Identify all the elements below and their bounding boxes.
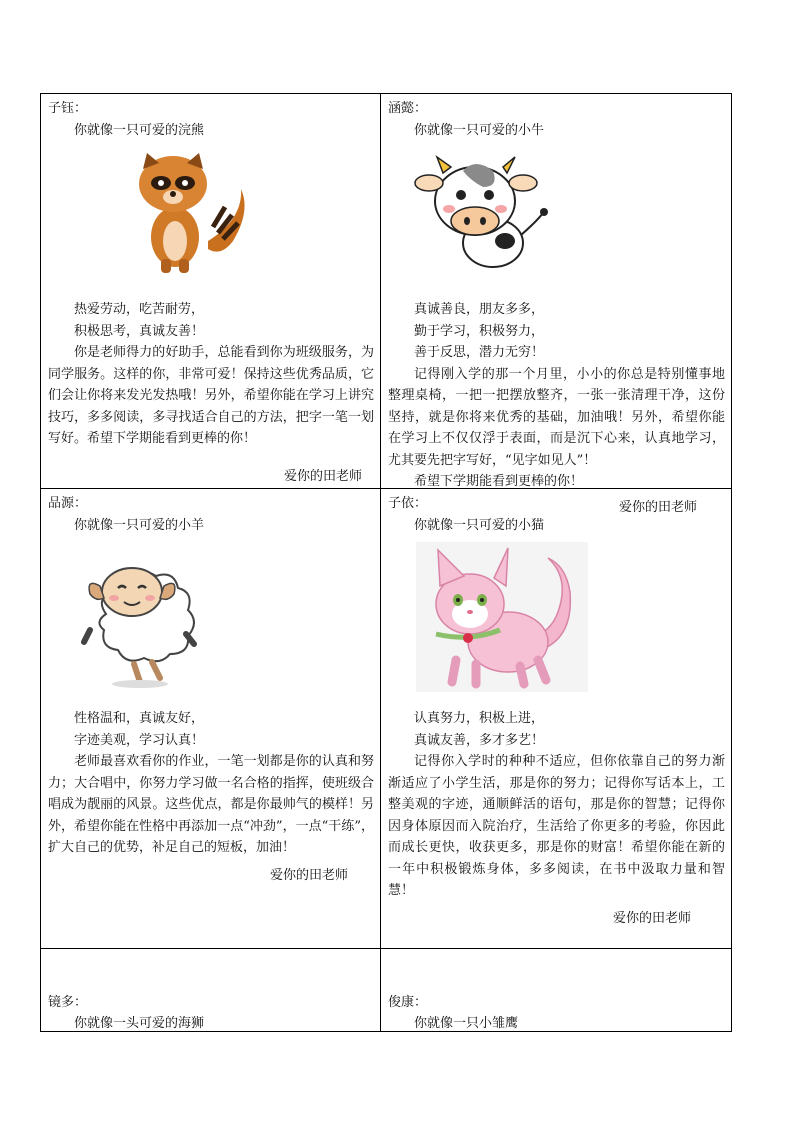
signature: 爱你的田老师 [618,499,697,515]
cell-junkang [381,949,732,1032]
signature: 爱你的田老师 [612,910,691,926]
signature: 爱你的田老师 [283,468,362,484]
cell-ziyi [381,489,732,949]
student-name: 俊康： [388,995,428,1010]
verse-line: 热爱劳动，吃苦耐劳， [74,302,205,317]
student-name: 品源： [48,496,88,511]
comment-paragraph: 你是老师得力的好助手，总能看到你为班级服务，为同学服务。这样的你，非常可爱！保持这些优秀品质，它们会让你将来发光发热哦！另外，希望你能在学习上讲究技巧，多多阅读，多寻找适合自己的方法，把字一笔一划写好。希望下学期能看到更棒的你！ [48,345,374,446]
comment-paragraph: 记得你入学时的种种不适应，但你依靠自己的努力渐渐适应了小学生活，那是你的努力；记得你写话本上，工整美观的字迹，通顺鲜活的语句，那是你的智慧；记得你因身体原因而入院治疗，生活给了你更多的考验，你因此而成长更快，收获更多，那是你的财富！希望你能在新的一年中积极锻炼身体，多多阅读，在书中汲取力量和智慧！ [388,754,725,898]
student-name: 子依： [388,496,428,511]
intro-line: 你就像一只可爱的小羊 [74,517,205,533]
cell-jingduo [41,949,381,1032]
cell-ziyu [41,94,381,489]
verse-line: 真诚善良，朋友多多， [414,302,545,317]
intro-line: 你就像一只可爱的小牛 [414,122,545,138]
student-name: 镜多： [48,995,88,1010]
verse-line: 性格温和，真诚友好， [74,711,205,726]
verse-line: 真诚友善，多才多艺！ [414,732,545,748]
cow-illustration [413,151,558,276]
signature: 爱你的田老师 [269,867,348,883]
student-name: 涵懿： [388,101,428,116]
student-name: 子钰： [48,101,88,116]
intro-line: 你就像一只可爱的小猫 [414,517,545,533]
intro-line: 你就像一头可爱的海狮 [74,1016,205,1031]
verse-line: 字迹美观，学习认真！ [74,732,205,748]
verse-line: 善于反思，潜力无穷！ [414,345,545,360]
verse-line: 积极思考，真诚友善！ [74,323,205,339]
sheep-illustration [76,544,216,689]
cell-pinyuan [41,489,381,949]
raccoon-illustration [123,149,253,279]
cat-illustration [416,542,588,692]
verse-line: 认真努力，积极上进， [414,711,545,726]
verse-line: 勤于学习，积极努力， [414,323,545,339]
comments-table [40,93,732,1032]
intro-line: 你就像一只小雏鹰 [414,1016,519,1031]
comment-paragraph: 记得刚入学的那一个月里，小小的你总是特别懂事地整理桌椅，一把一把摆放整齐，一张一张清理干净，这份坚持，就是你将来优秀的基础，加油哦！另外，希望你能在学习上不仅仅浮于表面，而是沉下心来，认真地学习，尤其要先把字写好，“见字如见人”！ [388,366,725,468]
comment-paragraph: 老师最喜欢看你的作业，一笔一划都是你的认真和努力；大合唱中，你努力学习做一名合格的指挥，使班级合唱成为靓丽的风景。这些优点，都是你最帅气的模样！另外，希望你能在性格中再添加一点“冲劲”，一点“干练”，扩大自己的优势，补足自己的短板，加油！ [48,754,374,855]
intro-line: 你就像一只可爱的浣熊 [74,122,205,138]
comment-paragraph: 希望下学期能看到更棒的你！ [414,474,584,489]
